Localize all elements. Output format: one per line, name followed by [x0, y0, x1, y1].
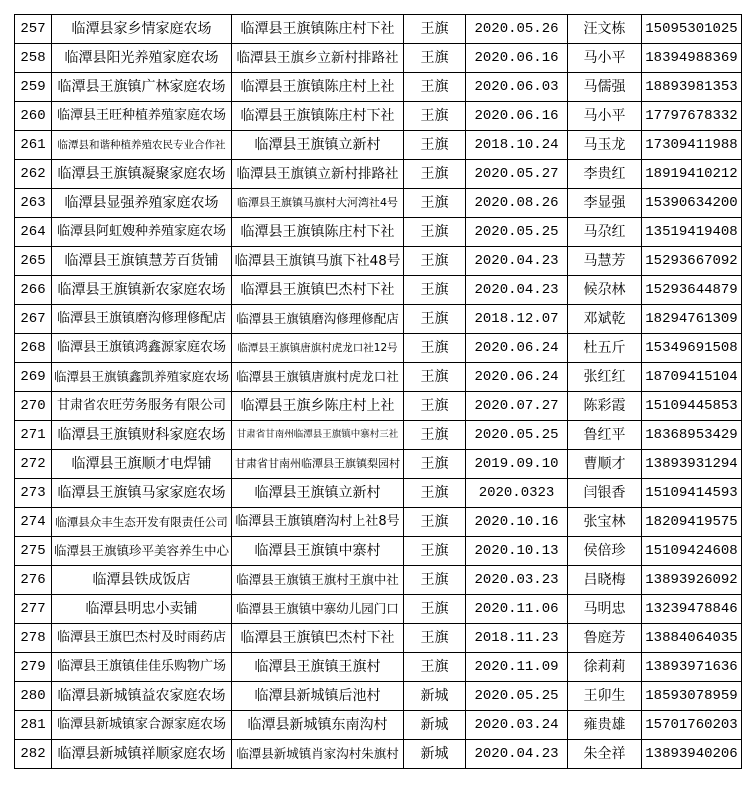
registration-date: 2020.06.24: [466, 363, 568, 392]
registry-rows: [15, 15, 742, 769]
contact-person: 马慧芳: [568, 247, 642, 276]
contact-person: 雍贵雄: [568, 711, 642, 740]
registration-date: 2020.10.16: [466, 508, 568, 537]
town-name: 王旗: [404, 247, 466, 276]
business-name: 临潭县王旗镇凝聚家庭农场: [52, 160, 232, 189]
table-row: [15, 421, 742, 450]
phone-number: 18368953429: [642, 421, 742, 450]
contact-person: 马明忠: [568, 595, 642, 624]
town-name: 新城: [404, 740, 466, 769]
registration-date: 2020.04.23: [466, 247, 568, 276]
town-name: 王旗: [404, 218, 466, 247]
contact-person: 曹顺才: [568, 450, 642, 479]
row-number: 264: [15, 218, 52, 247]
business-address: 临潭县王旗镇王旗村王旗中社: [232, 566, 404, 595]
phone-number: 18919410212: [642, 160, 742, 189]
registration-date: 2020.07.27: [466, 392, 568, 421]
table-row: [15, 682, 742, 711]
table-row: [15, 102, 742, 131]
business-address: 临潭县王旗镇巴杰村下社: [232, 276, 404, 305]
business-address: 临潭县王旗镇马旗村大河湾社4号: [232, 189, 404, 218]
phone-number: 15109424608: [642, 537, 742, 566]
business-address: 临潭县王旗镇磨沟修理修配店: [232, 305, 404, 334]
table-row: [15, 160, 742, 189]
row-number: 271: [15, 421, 52, 450]
table-row: [15, 305, 742, 334]
business-address: 临潭县王旗镇磨沟村上社8号: [232, 508, 404, 537]
business-name: 甘肃省农旺劳务服务有限公司: [52, 392, 232, 421]
business-name: 临潭县王旗镇慧芳百货铺: [52, 247, 232, 276]
business-address: 甘肃省甘南州临潭县王旗镇梨园村: [232, 450, 404, 479]
row-number: 276: [15, 566, 52, 595]
business-name: 临潭县显强养殖家庭农场: [52, 189, 232, 218]
row-number: 261: [15, 131, 52, 160]
phone-number: 18593078959: [642, 682, 742, 711]
contact-person: 张宝林: [568, 508, 642, 537]
row-number: 257: [15, 15, 52, 44]
contact-person: 鲁红平: [568, 421, 642, 450]
town-name: 王旗: [404, 334, 466, 363]
contact-person: 张红红: [568, 363, 642, 392]
business-name: 临潭县新城镇益农家庭农场: [52, 682, 232, 711]
business-name: 临潭县王旗镇新农家庭农场: [52, 276, 232, 305]
table-row: [15, 450, 742, 479]
registration-date: 2020.03.24: [466, 711, 568, 740]
contact-person: 朱全祥: [568, 740, 642, 769]
business-name: 临潭县铁成饭店: [52, 566, 232, 595]
registration-date: 2020.06.16: [466, 44, 568, 73]
contact-person: 吕晓梅: [568, 566, 642, 595]
business-address: 临潭县王旗镇中寨幼儿园门口: [232, 595, 404, 624]
business-address: 临潭县新城镇后池村: [232, 682, 404, 711]
registration-date: 2020.04.23: [466, 276, 568, 305]
table-row: [15, 15, 742, 44]
table-row: [15, 189, 742, 218]
town-name: 王旗: [404, 363, 466, 392]
town-name: 王旗: [404, 305, 466, 334]
business-address: 临潭县新城镇肖家沟村朱旗村: [232, 740, 404, 769]
contact-person: 王卯生: [568, 682, 642, 711]
contact-person: 李贵红: [568, 160, 642, 189]
contact-person: 杜五斤: [568, 334, 642, 363]
business-name: 临潭县众丰生态开发有限责任公司: [52, 508, 232, 537]
phone-number: 13519419408: [642, 218, 742, 247]
business-name: 临潭县王旗镇佳佳乐购物广场: [52, 653, 232, 682]
registration-date: 2020.06.16: [466, 102, 568, 131]
phone-number: 13239478846: [642, 595, 742, 624]
row-number: 262: [15, 160, 52, 189]
row-number: 263: [15, 189, 52, 218]
town-name: 王旗: [404, 653, 466, 682]
business-name: 临潭县王旗镇广林家庭农场: [52, 73, 232, 102]
table-row: [15, 537, 742, 566]
business-address: 临潭县王旗乡陈庄村上社: [232, 392, 404, 421]
registration-date: 2020.05.25: [466, 218, 568, 247]
registration-date: 2020.06.03: [466, 73, 568, 102]
business-address: 临潭县新城镇东南沟村: [232, 711, 404, 740]
row-number: 272: [15, 450, 52, 479]
table-row: [15, 334, 742, 363]
town-name: 王旗: [404, 421, 466, 450]
row-number: 265: [15, 247, 52, 276]
table-row: [15, 131, 742, 160]
registration-date: 2020.03.23: [466, 566, 568, 595]
town-name: 王旗: [404, 479, 466, 508]
phone-number: 13893971636: [642, 653, 742, 682]
business-address: 临潭县王旗镇唐旗村虎龙口社12号: [232, 334, 404, 363]
town-name: 王旗: [404, 44, 466, 73]
row-number: 267: [15, 305, 52, 334]
phone-number: 13893931294: [642, 450, 742, 479]
registration-date: 2020.04.23: [466, 740, 568, 769]
phone-number: 13884064035: [642, 624, 742, 653]
registration-date: 2020.05.27: [466, 160, 568, 189]
table-row: [15, 218, 742, 247]
table-row: [15, 276, 742, 305]
registration-date: 2020.05.25: [466, 682, 568, 711]
registration-date: 2020.11.06: [466, 595, 568, 624]
row-number: 282: [15, 740, 52, 769]
business-name: 临潭县王旗镇珍平美容养生中心: [52, 537, 232, 566]
registration-date: 2020.0323: [466, 479, 568, 508]
row-number: 280: [15, 682, 52, 711]
contact-person: 马小平: [568, 102, 642, 131]
contact-person: 汪文栋: [568, 15, 642, 44]
contact-person: 邓斌乾: [568, 305, 642, 334]
table-row: [15, 44, 742, 73]
row-number: 270: [15, 392, 52, 421]
town-name: 新城: [404, 682, 466, 711]
row-number: 279: [15, 653, 52, 682]
phone-number: 15095301025: [642, 15, 742, 44]
table-row: [15, 363, 742, 392]
town-name: 新城: [404, 711, 466, 740]
phone-number: 13893926092: [642, 566, 742, 595]
town-name: 王旗: [404, 508, 466, 537]
business-name: 临潭县明忠小卖铺: [52, 595, 232, 624]
registration-date: 2019.09.10: [466, 450, 568, 479]
phone-number: 15109445853: [642, 392, 742, 421]
registration-date: 2020.10.13: [466, 537, 568, 566]
phone-number: 18394988369: [642, 44, 742, 73]
contact-person: 候尕林: [568, 276, 642, 305]
row-number: 273: [15, 479, 52, 508]
row-number: 260: [15, 102, 52, 131]
table-row: [15, 624, 742, 653]
business-name: 临潭县王旗镇磨沟修理修配店: [52, 305, 232, 334]
contact-person: 马尕红: [568, 218, 642, 247]
business-address: 临潭县王旗镇马旗下社48号: [232, 247, 404, 276]
registration-date: 2020.05.25: [466, 421, 568, 450]
contact-person: 马玉龙: [568, 131, 642, 160]
town-name: 王旗: [404, 595, 466, 624]
business-address: 临潭县王旗乡立新村排路社: [232, 44, 404, 73]
registration-date: 2018.11.23: [466, 624, 568, 653]
table-row: [15, 392, 742, 421]
contact-person: 闫银香: [568, 479, 642, 508]
business-address: 临潭县王旗镇王旗村: [232, 653, 404, 682]
row-number: 281: [15, 711, 52, 740]
business-address: 临潭县王旗镇立新村: [232, 131, 404, 160]
registry-table: [14, 14, 742, 769]
phone-number: 18294761309: [642, 305, 742, 334]
registration-date: 2018.10.24: [466, 131, 568, 160]
table-row: [15, 653, 742, 682]
registration-date: 2020.05.26: [466, 15, 568, 44]
phone-number: 15109414593: [642, 479, 742, 508]
business-address: 临潭县王旗镇立新村排路社: [232, 160, 404, 189]
business-address: 临潭县王旗镇陈庄村下社: [232, 218, 404, 247]
table-row: [15, 508, 742, 537]
town-name: 王旗: [404, 566, 466, 595]
business-name: 临潭县新城镇家合源家庭农场: [52, 711, 232, 740]
town-name: 王旗: [404, 102, 466, 131]
row-number: 278: [15, 624, 52, 653]
row-number: 258: [15, 44, 52, 73]
town-name: 王旗: [404, 624, 466, 653]
phone-number: 15293644879: [642, 276, 742, 305]
phone-number: 17797678332: [642, 102, 742, 131]
business-address: 临潭县王旗镇唐旗村虎龙口社: [232, 363, 404, 392]
town-name: 王旗: [404, 160, 466, 189]
business-name: 临潭县王旗镇财科家庭农场: [52, 421, 232, 450]
row-number: 275: [15, 537, 52, 566]
contact-person: 侯倍珍: [568, 537, 642, 566]
registration-date: 2018.12.07: [466, 305, 568, 334]
table-row: [15, 740, 742, 769]
business-address: 临潭县王旗镇巴杰村下社: [232, 624, 404, 653]
contact-person: 马小平: [568, 44, 642, 73]
table-row: [15, 479, 742, 508]
row-number: 259: [15, 73, 52, 102]
table-row: [15, 73, 742, 102]
phone-number: 18709415104: [642, 363, 742, 392]
business-name: 临潭县家乡情家庭农场: [52, 15, 232, 44]
town-name: 王旗: [404, 537, 466, 566]
contact-person: 徐莉莉: [568, 653, 642, 682]
business-address: 临潭县王旗镇陈庄村下社: [232, 102, 404, 131]
phone-number: 17309411988: [642, 131, 742, 160]
business-name: 临潭县王旺种植养殖家庭农场: [52, 102, 232, 131]
business-name: 临潭县阳光养殖家庭农场: [52, 44, 232, 73]
business-name: 临潭县王旗镇马家家庭农场: [52, 479, 232, 508]
row-number: 274: [15, 508, 52, 537]
row-number: 268: [15, 334, 52, 363]
registration-date: 2020.08.26: [466, 189, 568, 218]
business-name: 临潭县阿虹嫂种养殖家庭农场: [52, 218, 232, 247]
table-row: [15, 566, 742, 595]
table-row: [15, 247, 742, 276]
business-name: 临潭县王旗镇鸿鑫源家庭农场: [52, 334, 232, 363]
business-name: 临潭县王旗巴杰村及时雨药店: [52, 624, 232, 653]
business-address: 临潭县王旗镇中寨村: [232, 537, 404, 566]
town-name: 王旗: [404, 73, 466, 102]
business-name: 临潭县王旗顺才电焊铺: [52, 450, 232, 479]
town-name: 王旗: [404, 189, 466, 218]
town-name: 王旗: [404, 392, 466, 421]
phone-number: 15390634200: [642, 189, 742, 218]
contact-person: 李显强: [568, 189, 642, 218]
phone-number: 15701760203: [642, 711, 742, 740]
row-number: 277: [15, 595, 52, 624]
contact-person: 马儒强: [568, 73, 642, 102]
contact-person: 鲁庭芳: [568, 624, 642, 653]
phone-number: 18893981353: [642, 73, 742, 102]
town-name: 王旗: [404, 131, 466, 160]
business-address: 临潭县王旗镇陈庄村上社: [232, 73, 404, 102]
business-name: 临潭县王旗镇鑫凯养殖家庭农场: [52, 363, 232, 392]
phone-number: 18209419575: [642, 508, 742, 537]
table-row: [15, 595, 742, 624]
contact-person: 陈彩霞: [568, 392, 642, 421]
phone-number: 15349691508: [642, 334, 742, 363]
table-row: [15, 711, 742, 740]
row-number: 266: [15, 276, 52, 305]
business-address: 临潭县王旗镇立新村: [232, 479, 404, 508]
phone-number: 13893940206: [642, 740, 742, 769]
business-address: 甘肃省甘南州临潭县王旗镇中寨村三社: [232, 421, 404, 450]
business-name: 临潭县新城镇祥顺家庭农场: [52, 740, 232, 769]
business-address: 临潭县王旗镇陈庄村下社: [232, 15, 404, 44]
phone-number: 15293667092: [642, 247, 742, 276]
registration-date: 2020.06.24: [466, 334, 568, 363]
business-name: 临潭县和谐种植养殖农民专业合作社: [52, 131, 232, 160]
row-number: 269: [15, 363, 52, 392]
town-name: 王旗: [404, 15, 466, 44]
town-name: 王旗: [404, 450, 466, 479]
town-name: 王旗: [404, 276, 466, 305]
registration-date: 2020.11.09: [466, 653, 568, 682]
